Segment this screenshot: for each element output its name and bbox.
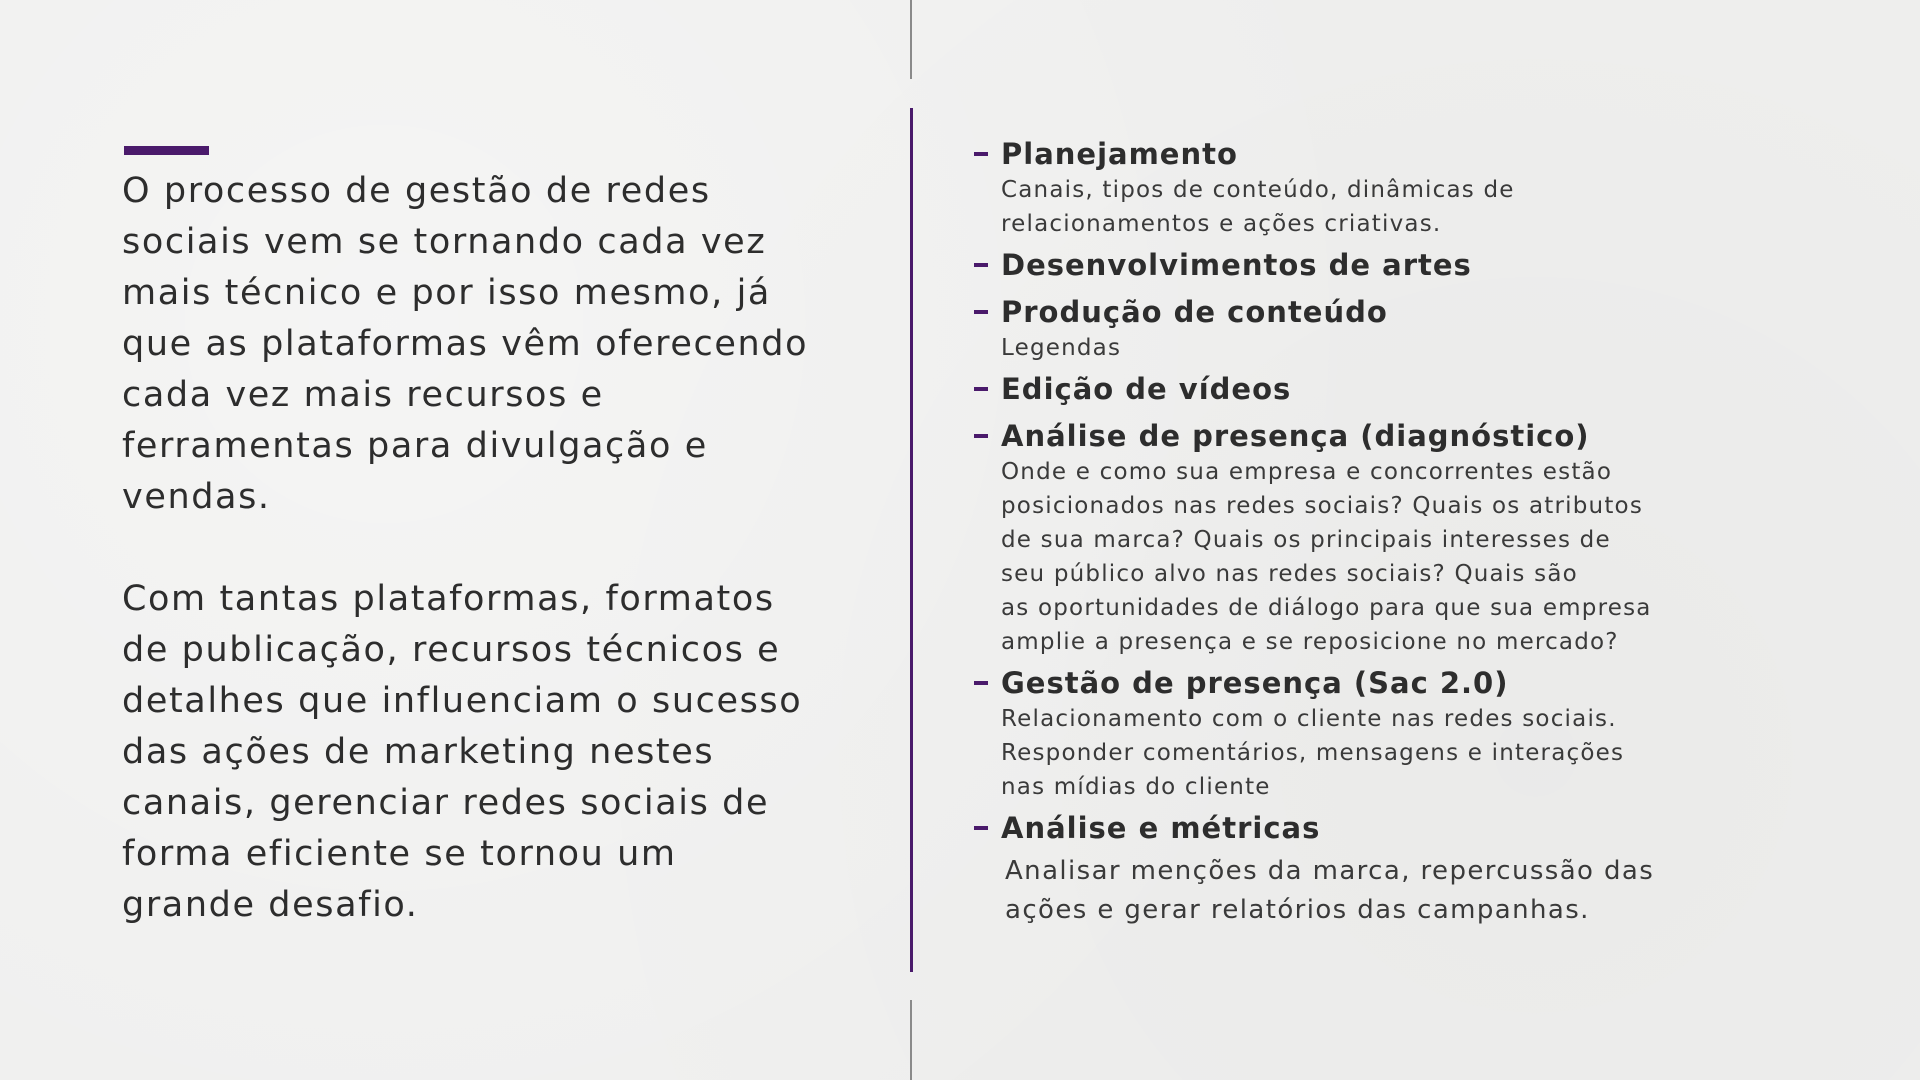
intro-paragraph-2: Com tantas plataformas, formatos de publicação, recursos técnicos e detalhes que influenciam o sucesso das ações de marketing nestes canais, gerenciar redes sociais de forma eficiente se tornou um grande desafio.	[122, 579, 803, 925]
service-item-planejamento	[974, 134, 1764, 241]
dash-bullet-icon	[974, 434, 988, 438]
intro-paragraph-1: O processo de gestão de redes sociais vem se tornando cada vez mais técnico e por isso mesmo, já que as plataformas vêm oferecendo cada vez mais recursos e ferramentas para divulgação e vendas.	[122, 171, 809, 517]
service-description: Relacionamento com o cliente nas redes sociais. Responder comentários, mensagens e interações nas mídias do cliente	[1001, 706, 1625, 800]
divider-line-bottom	[910, 1000, 912, 1080]
service-title: Planejamento	[1001, 137, 1238, 171]
divider-line-accent	[910, 108, 913, 972]
dash-bullet-icon	[974, 152, 988, 156]
service-item-analise-presenca	[974, 416, 1764, 659]
service-item-producao	[974, 292, 1764, 365]
dash-bullet-icon	[974, 681, 988, 685]
service-description: Analisar menções da marca, repercussão das ações e gerar relatórios das campanhas.	[1005, 856, 1655, 925]
service-description: Canais, tipos de conteúdo, dinâmicas de relacionamentos e ações criativas.	[1001, 177, 1515, 237]
service-description: Onde e como sua empresa e concorrentes estão posicionados nas redes sociais? Quais os atributos de sua marca? Quais os principais interesses de seu público alvo nas redes sociais? Quais são as oportunidades de diálogo para que sua empresa amplie a presença e se reposicione no mercado?	[1001, 459, 1652, 655]
service-title: Desenvolvimentos de artes	[1001, 248, 1472, 282]
service-item-gestao-presenca	[974, 663, 1764, 804]
service-title: Gestão de presença (Sac 2.0)	[1001, 666, 1509, 700]
divider-line-top	[910, 0, 912, 79]
dash-bullet-icon	[974, 826, 988, 830]
dash-bullet-icon	[974, 263, 988, 267]
service-title: Análise e métricas	[1001, 811, 1321, 845]
dash-bullet-icon	[974, 387, 988, 391]
service-item-artes	[974, 245, 1764, 285]
intro-text	[122, 166, 882, 931]
accent-bar	[124, 146, 209, 155]
dash-bullet-icon	[974, 310, 988, 314]
service-item-analise-metricas	[974, 808, 1764, 930]
service-title: Edição de vídeos	[1001, 372, 1292, 406]
services-list	[974, 134, 1764, 930]
service-description: Legendas	[1001, 335, 1122, 361]
service-title: Análise de presença (diagnóstico)	[1001, 419, 1590, 453]
service-title: Produção de conteúdo	[1001, 295, 1388, 329]
service-item-edicao-videos	[974, 369, 1764, 409]
